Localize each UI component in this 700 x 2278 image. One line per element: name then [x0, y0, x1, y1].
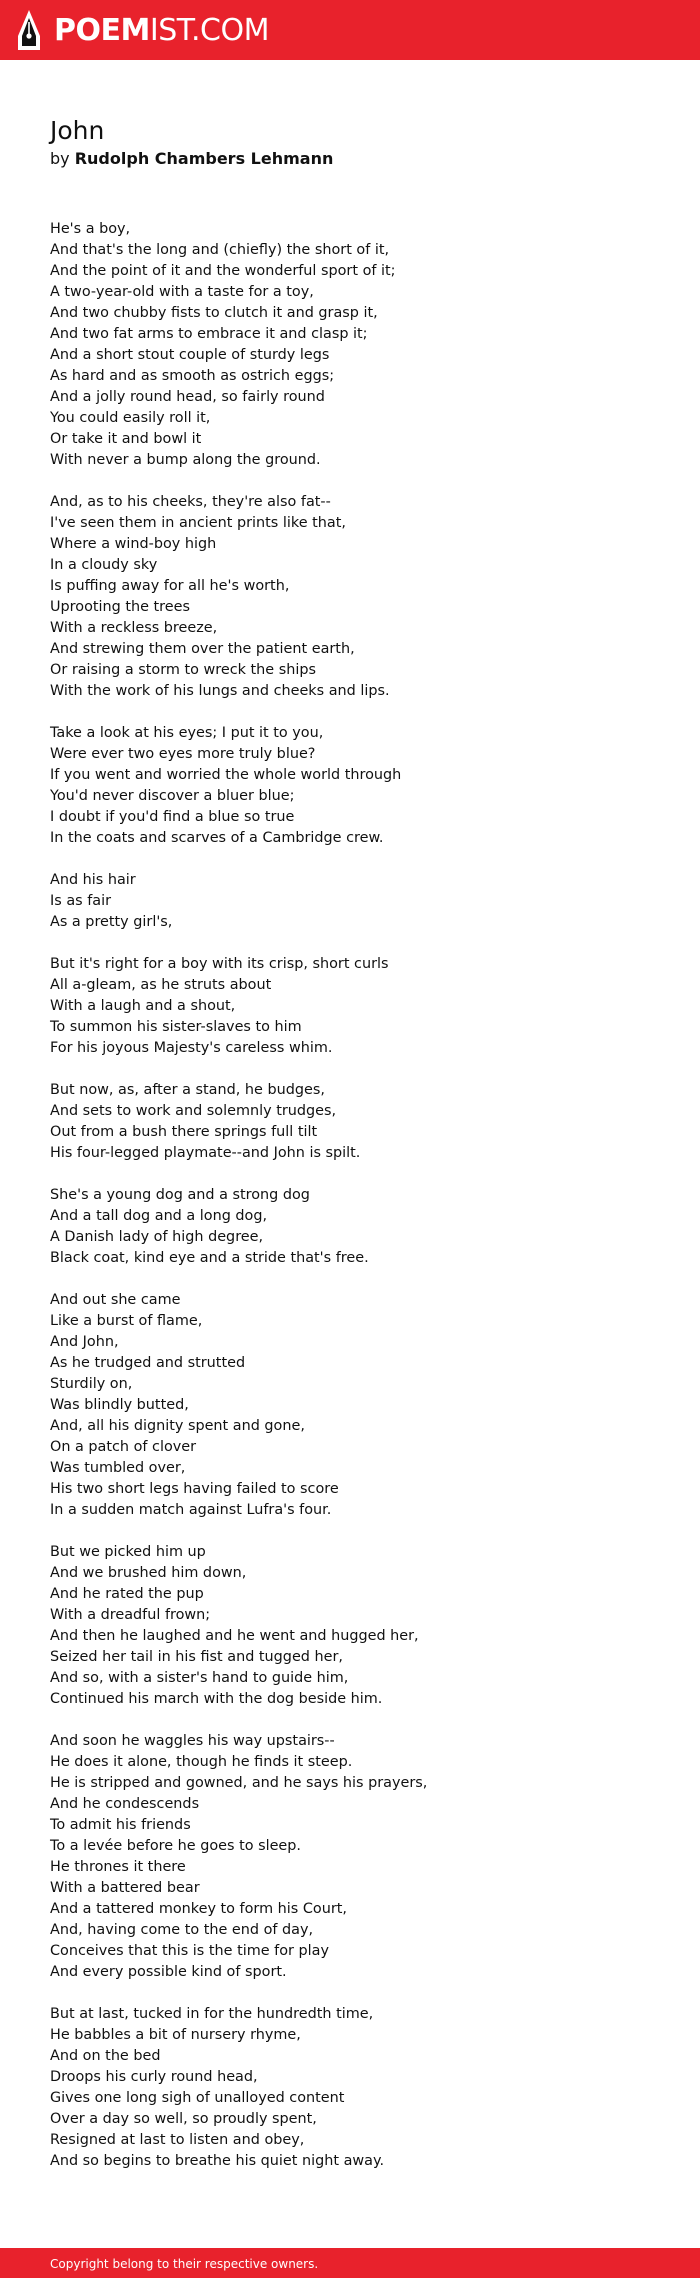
poem-line: If you went and worried the whole world through — [50, 767, 402, 783]
poem-line: Resigned at last to listen and obey, — [50, 2132, 305, 2148]
poem-line: Out from a bush there springs full tilt — [50, 1124, 318, 1140]
poem-line: But now, as, after a stand, he budges, — [50, 1082, 325, 1098]
logo-text-bold: POEM — [54, 12, 150, 48]
poem-line: Were ever two eyes more truly blue? — [50, 746, 316, 762]
poem-line: As hard and as smooth as ostrich eggs; — [50, 368, 335, 384]
poem-line: As a pretty girl's, — [50, 914, 173, 930]
poem-line: He's a boy, — [50, 221, 131, 237]
poem-line: Where a wind-boy high — [50, 536, 217, 552]
logo-text-light: IST.COM — [149, 12, 269, 48]
poem-body — [50, 219, 650, 2193]
poem-stanza — [50, 492, 650, 702]
poem-title: John — [50, 116, 105, 145]
poem-line: Sturdily on, — [50, 1376, 133, 1392]
poem-line: And two fat arms to embrace it and clasp it; — [50, 326, 368, 342]
poem-line: He does it alone, though he finds it steep. — [50, 1754, 353, 1770]
poem-line: And, as to his cheeks, they're also fat-- — [50, 494, 331, 510]
copyright-text: Copyright belong to their respective owners. — [50, 2257, 319, 2271]
poem-stanza — [50, 219, 650, 471]
poem-line: And he condescends — [50, 1796, 200, 1812]
poem-line: Is puffing away for all he's worth, — [50, 578, 290, 594]
by-label: by — [50, 149, 70, 168]
poem-line: As he trudged and strutted — [50, 1355, 246, 1371]
poem-line: I've seen them in ancient prints like that, — [50, 515, 346, 531]
poem-line: And out she came — [50, 1292, 181, 1308]
poem-line: All a-gleam, as he struts about — [50, 977, 272, 993]
poem-line: Like a burst of flame, — [50, 1313, 203, 1329]
poem-line: His two short legs having failed to score — [50, 1481, 339, 1497]
poem-line: For his joyous Majesty's careless whim. — [50, 1040, 333, 1056]
poem-line: And, all his dignity spent and gone, — [50, 1418, 305, 1434]
poem-line: He is stripped and gowned, and he says his prayers, — [50, 1775, 428, 1791]
poem-stanza — [50, 1080, 650, 1164]
poem-line: With the work of his lungs and cheeks and lips. — [50, 683, 390, 699]
poem-line: And we brushed him down, — [50, 1565, 247, 1581]
poem-line: And a jolly round head, so fairly round — [50, 389, 325, 405]
poem-line: And on the bed — [50, 2048, 161, 2064]
poem-line: A Danish lady of high degree, — [50, 1229, 264, 1245]
poem-line: Droops his curly round head, — [50, 2069, 258, 2085]
poem-line: Black coat, kind eye and a stride that's free. — [50, 1250, 369, 1266]
poem-line: Uprooting the trees — [50, 599, 190, 615]
poem-stanza — [50, 2004, 650, 2172]
poem-line: And so begins to breathe his quiet night away. — [50, 2153, 385, 2169]
poem-line: You'd never discover a bluer blue; — [50, 788, 295, 804]
author-link[interactable]: Rudolph Chambers Lehmann — [74, 149, 334, 168]
poem-line: And soon he waggles his way upstairs-- — [50, 1733, 335, 1749]
poem-line: But it's right for a boy with its crisp, short curls — [50, 956, 389, 972]
poem-line: You could easily roll it, — [50, 410, 211, 426]
poem-line: To a levée before he goes to sleep. — [50, 1838, 301, 1854]
poem-stanza — [50, 954, 650, 1059]
poem-line: She's a young dog and a strong dog — [50, 1187, 310, 1203]
site-logo-link[interactable] — [16, 8, 269, 52]
poem-line: And a tattered monkey to form his Court, — [50, 1901, 347, 1917]
poem-line: Take a look at his eyes; I put it to you, — [50, 725, 324, 741]
poem-stanza — [50, 870, 650, 933]
poem-line: And so, with a sister's hand to guide him, — [50, 1670, 349, 1686]
poem-byline — [50, 147, 333, 171]
poem-line: And his hair — [50, 872, 136, 888]
poem-line: And he rated the pup — [50, 1586, 204, 1602]
poem-line: Over a day so well, so proudly spent, — [50, 2111, 317, 2127]
site-footer — [0, 2248, 700, 2278]
poem-line: And, having come to the end of day, — [50, 1922, 314, 1938]
poem-line: Or raising a storm to wreck the ships — [50, 662, 316, 678]
poem-line: With a battered bear — [50, 1880, 200, 1896]
poem-line: Was tumbled over, — [50, 1460, 186, 1476]
poem-line: And a tall dog and a long dog, — [50, 1208, 268, 1224]
poem-line: I doubt if you'd find a blue so true — [50, 809, 295, 825]
poem-line: And John, — [50, 1334, 119, 1350]
poem-line: And strewing them over the patient earth, — [50, 641, 355, 657]
poem-stanza — [50, 1290, 650, 1521]
poem-line: And a short stout couple of sturdy legs — [50, 347, 330, 363]
poem-line: But we picked him up — [50, 1544, 206, 1560]
pen-nib-icon — [16, 9, 42, 51]
poem-line: Or take it and bowl it — [50, 431, 202, 447]
poem-line: With never a bump along the ground. — [50, 452, 321, 468]
poem-line: He thrones it there — [50, 1859, 186, 1875]
poem-line: Is as fair — [50, 893, 112, 909]
poem-stanza — [50, 1185, 650, 1269]
poem-line: Conceives that this is the time for play — [50, 1943, 329, 1959]
poem-line: In a sudden match against Lufra's four. — [50, 1502, 332, 1518]
poem-line: With a laugh and a shout, — [50, 998, 236, 1014]
poem-line: With a reckless breeze, — [50, 620, 218, 636]
poem-line: Seized her tail in his fist and tugged her, — [50, 1649, 343, 1665]
poem-line: He babbles a bit of nursery rhyme, — [50, 2027, 301, 2043]
poem-stanza — [50, 1731, 650, 1983]
poem-line: A two-year-old with a taste for a toy, — [50, 284, 314, 300]
poem-line: And two chubby fists to clutch it and grasp it, — [50, 305, 378, 321]
poem-line: Continued his march with the dog beside him. — [50, 1691, 383, 1707]
poem-line: His four-legged playmate--and John is spilt. — [50, 1145, 361, 1161]
poem-line: With a dreadful frown; — [50, 1607, 211, 1623]
poem-line: And the point of it and the wonderful sport of it; — [50, 263, 396, 279]
poem-stanza — [50, 1542, 650, 1710]
poem-line: And sets to work and solemnly trudges, — [50, 1103, 337, 1119]
poem-line: And that's the long and (chiefly) the short of it, — [50, 242, 390, 258]
poem-line: To admit his friends — [50, 1817, 191, 1833]
poem-line: But at last, tucked in for the hundredth time, — [50, 2006, 374, 2022]
site-header — [0, 0, 700, 60]
poem-line: In a cloudy sky — [50, 557, 158, 573]
poem-line: To summon his sister-slaves to him — [50, 1019, 302, 1035]
poem-line: Gives one long sigh of unalloyed content — [50, 2090, 345, 2106]
poem-line: And then he laughed and he went and hugged her, — [50, 1628, 419, 1644]
poem-stanza — [50, 723, 650, 849]
poem-line: In the coats and scarves of a Cambridge crew. — [50, 830, 384, 846]
poem-line: And every possible kind of sport. — [50, 1964, 287, 1980]
poem-line: On a patch of clover — [50, 1439, 197, 1455]
poem-line: Was blindly butted, — [50, 1397, 189, 1413]
